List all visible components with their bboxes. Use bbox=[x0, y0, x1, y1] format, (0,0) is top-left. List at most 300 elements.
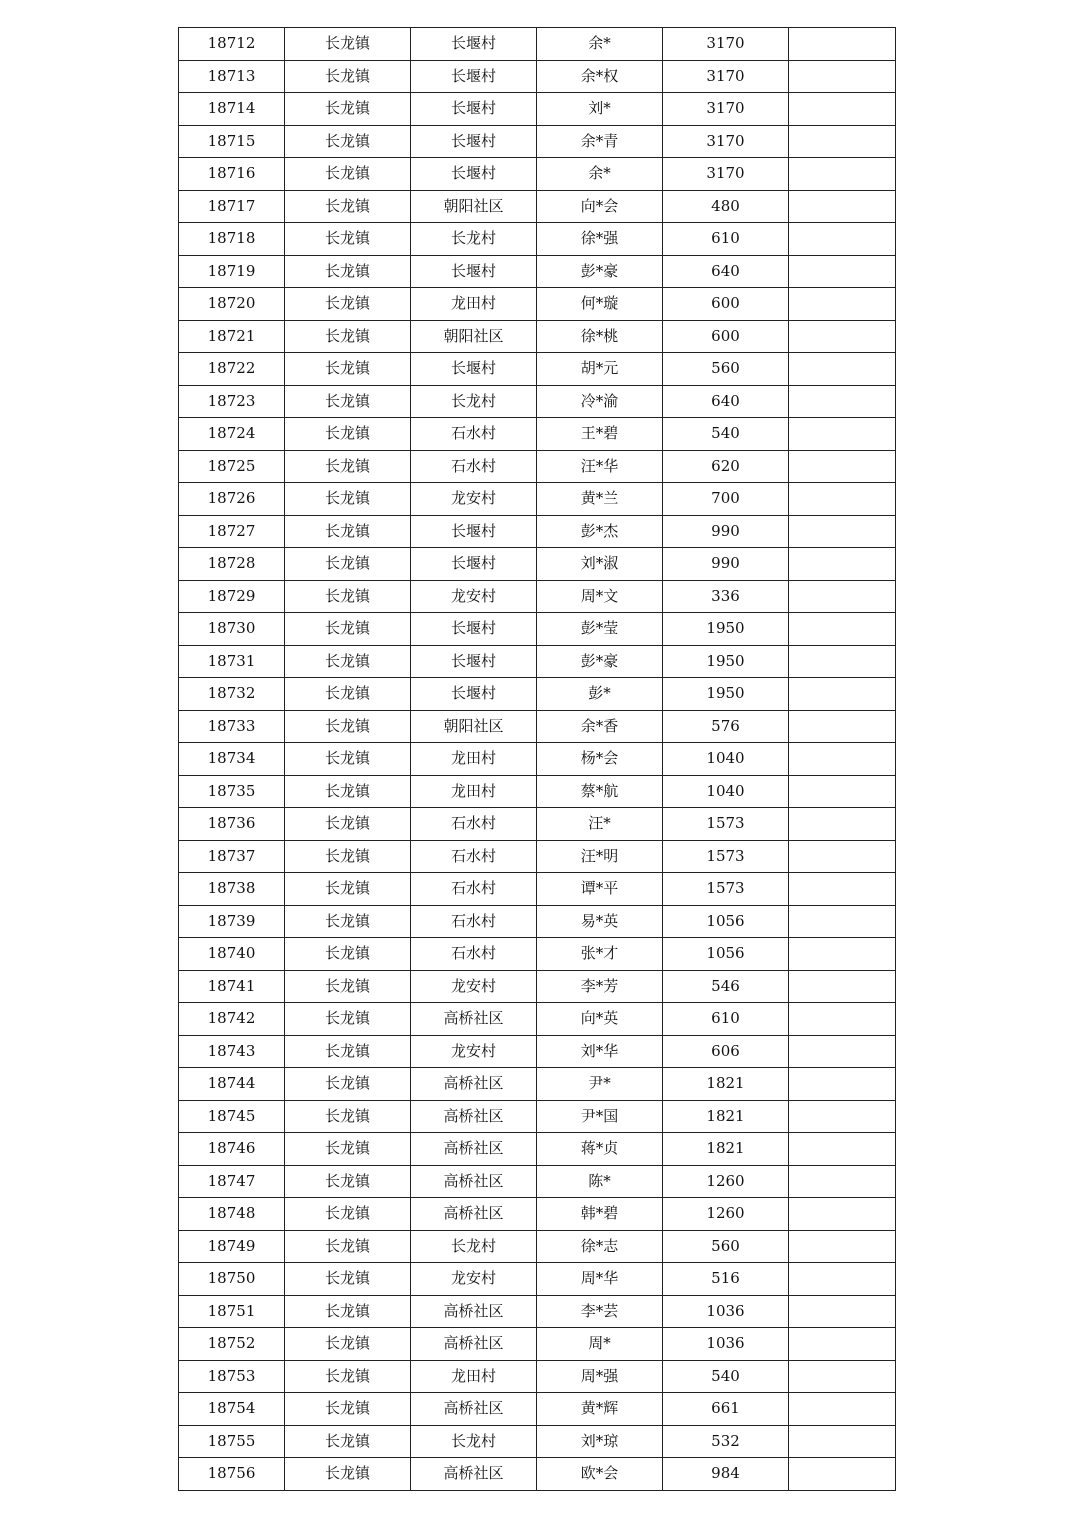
note-cell bbox=[789, 710, 896, 743]
table-row bbox=[179, 808, 896, 841]
village-cell: 高桥社区 bbox=[411, 1100, 537, 1133]
name-cell: 何*璇 bbox=[537, 288, 663, 321]
note-cell bbox=[789, 1198, 896, 1231]
table-row bbox=[179, 645, 896, 678]
town-cell: 长龙镇 bbox=[285, 645, 411, 678]
row-id-cell: 18717 bbox=[179, 190, 285, 223]
note-cell bbox=[789, 483, 896, 516]
village-cell: 高桥社区 bbox=[411, 1295, 537, 1328]
town-cell: 长龙镇 bbox=[285, 255, 411, 288]
table-row bbox=[179, 320, 896, 353]
table-row bbox=[179, 1425, 896, 1458]
village-cell: 高桥社区 bbox=[411, 1328, 537, 1361]
town-cell: 长龙镇 bbox=[285, 1165, 411, 1198]
village-cell: 朝阳社区 bbox=[411, 190, 537, 223]
town-cell: 长龙镇 bbox=[285, 1133, 411, 1166]
row-id-cell: 18723 bbox=[179, 385, 285, 418]
row-id-cell: 18716 bbox=[179, 158, 285, 191]
name-cell: 胡*元 bbox=[537, 353, 663, 386]
name-cell: 徐*强 bbox=[537, 223, 663, 256]
name-cell: 余*青 bbox=[537, 125, 663, 158]
amount-cell: 1036 bbox=[663, 1295, 789, 1328]
village-cell: 石水村 bbox=[411, 450, 537, 483]
town-cell: 长龙镇 bbox=[285, 1295, 411, 1328]
village-cell: 龙安村 bbox=[411, 483, 537, 516]
town-cell: 长龙镇 bbox=[285, 515, 411, 548]
town-cell: 长龙镇 bbox=[285, 450, 411, 483]
town-cell: 长龙镇 bbox=[285, 1100, 411, 1133]
table-row bbox=[179, 1133, 896, 1166]
amount-cell: 540 bbox=[663, 1360, 789, 1393]
name-cell: 尹*国 bbox=[537, 1100, 663, 1133]
village-cell: 石水村 bbox=[411, 938, 537, 971]
village-cell: 龙安村 bbox=[411, 1263, 537, 1296]
name-cell: 彭*豪 bbox=[537, 255, 663, 288]
row-id-cell: 18731 bbox=[179, 645, 285, 678]
town-cell: 长龙镇 bbox=[285, 190, 411, 223]
village-cell: 高桥社区 bbox=[411, 1068, 537, 1101]
table-row bbox=[179, 288, 896, 321]
village-cell: 长龙村 bbox=[411, 1425, 537, 1458]
row-id-cell: 18744 bbox=[179, 1068, 285, 1101]
town-cell: 长龙镇 bbox=[285, 93, 411, 126]
amount-cell: 606 bbox=[663, 1035, 789, 1068]
row-id-cell: 18726 bbox=[179, 483, 285, 516]
town-cell: 长龙镇 bbox=[285, 158, 411, 191]
row-id-cell: 18728 bbox=[179, 548, 285, 581]
table-row bbox=[179, 353, 896, 386]
name-cell: 易*英 bbox=[537, 905, 663, 938]
name-cell: 徐*志 bbox=[537, 1230, 663, 1263]
town-cell: 长龙镇 bbox=[285, 678, 411, 711]
name-cell: 欧*会 bbox=[537, 1458, 663, 1491]
town-cell: 长龙镇 bbox=[285, 808, 411, 841]
village-cell: 长堰村 bbox=[411, 158, 537, 191]
town-cell: 长龙镇 bbox=[285, 1035, 411, 1068]
town-cell: 长龙镇 bbox=[285, 1003, 411, 1036]
amount-cell: 3170 bbox=[663, 125, 789, 158]
amount-cell: 600 bbox=[663, 320, 789, 353]
amount-cell: 990 bbox=[663, 548, 789, 581]
name-cell: 刘*淑 bbox=[537, 548, 663, 581]
row-id-cell: 18750 bbox=[179, 1263, 285, 1296]
town-cell: 长龙镇 bbox=[285, 1198, 411, 1231]
town-cell: 长龙镇 bbox=[285, 483, 411, 516]
table-row bbox=[179, 1328, 896, 1361]
amount-cell: 1056 bbox=[663, 905, 789, 938]
note-cell bbox=[789, 873, 896, 906]
note-cell bbox=[789, 743, 896, 776]
amount-cell: 1573 bbox=[663, 840, 789, 873]
note-cell bbox=[789, 938, 896, 971]
amount-cell: 661 bbox=[663, 1393, 789, 1426]
village-cell: 长龙村 bbox=[411, 385, 537, 418]
name-cell: 周*强 bbox=[537, 1360, 663, 1393]
row-id-cell: 18734 bbox=[179, 743, 285, 776]
amount-cell: 3170 bbox=[663, 60, 789, 93]
amount-cell: 990 bbox=[663, 515, 789, 548]
note-cell bbox=[789, 288, 896, 321]
note-cell bbox=[789, 1035, 896, 1068]
village-cell: 龙安村 bbox=[411, 970, 537, 1003]
row-id-cell: 18729 bbox=[179, 580, 285, 613]
amount-cell: 576 bbox=[663, 710, 789, 743]
village-cell: 石水村 bbox=[411, 418, 537, 451]
village-cell: 朝阳社区 bbox=[411, 320, 537, 353]
row-id-cell: 18748 bbox=[179, 1198, 285, 1231]
village-cell: 龙田村 bbox=[411, 775, 537, 808]
note-cell bbox=[789, 1360, 896, 1393]
amount-cell: 1950 bbox=[663, 613, 789, 646]
town-cell: 长龙镇 bbox=[285, 938, 411, 971]
village-cell: 长堰村 bbox=[411, 645, 537, 678]
table-row bbox=[179, 710, 896, 743]
town-cell: 长龙镇 bbox=[285, 1425, 411, 1458]
row-id-cell: 18742 bbox=[179, 1003, 285, 1036]
row-id-cell: 18738 bbox=[179, 873, 285, 906]
village-cell: 长龙村 bbox=[411, 1230, 537, 1263]
row-id-cell: 18737 bbox=[179, 840, 285, 873]
table-row bbox=[179, 483, 896, 516]
row-id-cell: 18741 bbox=[179, 970, 285, 1003]
note-cell bbox=[789, 125, 896, 158]
table-row bbox=[179, 158, 896, 191]
row-id-cell: 18725 bbox=[179, 450, 285, 483]
note-cell bbox=[789, 1458, 896, 1491]
village-cell: 高桥社区 bbox=[411, 1165, 537, 1198]
amount-cell: 984 bbox=[663, 1458, 789, 1491]
amount-cell: 610 bbox=[663, 223, 789, 256]
table-row bbox=[179, 775, 896, 808]
town-cell: 长龙镇 bbox=[285, 320, 411, 353]
amount-cell: 640 bbox=[663, 385, 789, 418]
note-cell bbox=[789, 190, 896, 223]
town-cell: 长龙镇 bbox=[285, 970, 411, 1003]
note-cell bbox=[789, 1230, 896, 1263]
note-cell bbox=[789, 93, 896, 126]
town-cell: 长龙镇 bbox=[285, 418, 411, 451]
town-cell: 长龙镇 bbox=[285, 580, 411, 613]
village-cell: 龙安村 bbox=[411, 580, 537, 613]
table-row bbox=[179, 613, 896, 646]
name-cell: 汪*明 bbox=[537, 840, 663, 873]
village-cell: 长堰村 bbox=[411, 515, 537, 548]
name-cell: 蒋*贞 bbox=[537, 1133, 663, 1166]
amount-cell: 1950 bbox=[663, 678, 789, 711]
name-cell: 韩*碧 bbox=[537, 1198, 663, 1231]
name-cell: 彭*莹 bbox=[537, 613, 663, 646]
table-body bbox=[179, 28, 896, 1491]
table-row bbox=[179, 905, 896, 938]
table-row bbox=[179, 840, 896, 873]
name-cell: 周*文 bbox=[537, 580, 663, 613]
row-id-cell: 18739 bbox=[179, 905, 285, 938]
village-cell: 朝阳社区 bbox=[411, 710, 537, 743]
note-cell bbox=[789, 678, 896, 711]
note-cell bbox=[789, 548, 896, 581]
amount-cell: 610 bbox=[663, 1003, 789, 1036]
table-row bbox=[179, 970, 896, 1003]
name-cell: 陈* bbox=[537, 1165, 663, 1198]
row-id-cell: 18722 bbox=[179, 353, 285, 386]
name-cell: 刘*华 bbox=[537, 1035, 663, 1068]
table-row bbox=[179, 1068, 896, 1101]
town-cell: 长龙镇 bbox=[285, 1360, 411, 1393]
village-cell: 高桥社区 bbox=[411, 1393, 537, 1426]
table-row bbox=[179, 580, 896, 613]
name-cell: 蔡*航 bbox=[537, 775, 663, 808]
note-cell bbox=[789, 255, 896, 288]
name-cell: 余*香 bbox=[537, 710, 663, 743]
village-cell: 长堰村 bbox=[411, 353, 537, 386]
amount-cell: 1036 bbox=[663, 1328, 789, 1361]
note-cell bbox=[789, 905, 896, 938]
table-row bbox=[179, 1458, 896, 1491]
table-row bbox=[179, 1230, 896, 1263]
note-cell bbox=[789, 1295, 896, 1328]
name-cell: 刘*琼 bbox=[537, 1425, 663, 1458]
name-cell: 张*才 bbox=[537, 938, 663, 971]
town-cell: 长龙镇 bbox=[285, 288, 411, 321]
row-id-cell: 18740 bbox=[179, 938, 285, 971]
table-row bbox=[179, 1360, 896, 1393]
amount-cell: 1573 bbox=[663, 873, 789, 906]
row-id-cell: 18753 bbox=[179, 1360, 285, 1393]
village-cell: 龙安村 bbox=[411, 1035, 537, 1068]
amount-cell: 3170 bbox=[663, 158, 789, 191]
village-cell: 长堰村 bbox=[411, 125, 537, 158]
town-cell: 长龙镇 bbox=[285, 28, 411, 61]
note-cell bbox=[789, 418, 896, 451]
row-id-cell: 18754 bbox=[179, 1393, 285, 1426]
row-id-cell: 18727 bbox=[179, 515, 285, 548]
town-cell: 长龙镇 bbox=[285, 1328, 411, 1361]
name-cell: 彭*杰 bbox=[537, 515, 663, 548]
village-cell: 龙田村 bbox=[411, 288, 537, 321]
table-row bbox=[179, 1295, 896, 1328]
village-cell: 高桥社区 bbox=[411, 1003, 537, 1036]
name-cell: 汪* bbox=[537, 808, 663, 841]
table-row bbox=[179, 190, 896, 223]
town-cell: 长龙镇 bbox=[285, 353, 411, 386]
name-cell: 刘* bbox=[537, 93, 663, 126]
note-cell bbox=[789, 1003, 896, 1036]
amount-cell: 1260 bbox=[663, 1198, 789, 1231]
name-cell: 徐*桃 bbox=[537, 320, 663, 353]
name-cell: 彭*豪 bbox=[537, 645, 663, 678]
row-id-cell: 18730 bbox=[179, 613, 285, 646]
note-cell bbox=[789, 1165, 896, 1198]
town-cell: 长龙镇 bbox=[285, 1458, 411, 1491]
amount-cell: 1573 bbox=[663, 808, 789, 841]
table-row bbox=[179, 678, 896, 711]
village-cell: 高桥社区 bbox=[411, 1458, 537, 1491]
table-row bbox=[179, 515, 896, 548]
row-id-cell: 18732 bbox=[179, 678, 285, 711]
note-cell bbox=[789, 385, 896, 418]
note-cell bbox=[789, 580, 896, 613]
row-id-cell: 18714 bbox=[179, 93, 285, 126]
amount-cell: 3170 bbox=[663, 93, 789, 126]
table-row bbox=[179, 743, 896, 776]
table-row bbox=[179, 1003, 896, 1036]
note-cell bbox=[789, 353, 896, 386]
amount-cell: 600 bbox=[663, 288, 789, 321]
village-cell: 长堰村 bbox=[411, 678, 537, 711]
town-cell: 长龙镇 bbox=[285, 775, 411, 808]
note-cell bbox=[789, 1068, 896, 1101]
village-cell: 长堰村 bbox=[411, 60, 537, 93]
note-cell bbox=[789, 450, 896, 483]
name-cell: 汪*华 bbox=[537, 450, 663, 483]
table-row bbox=[179, 1393, 896, 1426]
amount-cell: 700 bbox=[663, 483, 789, 516]
name-cell: 尹* bbox=[537, 1068, 663, 1101]
village-cell: 长龙村 bbox=[411, 223, 537, 256]
name-cell: 冷*渝 bbox=[537, 385, 663, 418]
row-id-cell: 18756 bbox=[179, 1458, 285, 1491]
name-cell: 王*碧 bbox=[537, 418, 663, 451]
amount-cell: 540 bbox=[663, 418, 789, 451]
amount-cell: 1821 bbox=[663, 1068, 789, 1101]
village-cell: 高桥社区 bbox=[411, 1198, 537, 1231]
note-cell bbox=[789, 1328, 896, 1361]
note-cell bbox=[789, 1393, 896, 1426]
row-id-cell: 18749 bbox=[179, 1230, 285, 1263]
row-id-cell: 18720 bbox=[179, 288, 285, 321]
row-id-cell: 18735 bbox=[179, 775, 285, 808]
amount-cell: 480 bbox=[663, 190, 789, 223]
village-cell: 石水村 bbox=[411, 840, 537, 873]
amount-cell: 546 bbox=[663, 970, 789, 1003]
row-id-cell: 18718 bbox=[179, 223, 285, 256]
table-row bbox=[179, 385, 896, 418]
table-row bbox=[179, 93, 896, 126]
table-row bbox=[179, 60, 896, 93]
subsidy-table bbox=[178, 27, 896, 1491]
village-cell: 龙田村 bbox=[411, 743, 537, 776]
table-row bbox=[179, 125, 896, 158]
name-cell: 向*会 bbox=[537, 190, 663, 223]
table-row bbox=[179, 223, 896, 256]
name-cell: 李*芸 bbox=[537, 1295, 663, 1328]
town-cell: 长龙镇 bbox=[285, 840, 411, 873]
amount-cell: 3170 bbox=[663, 28, 789, 61]
town-cell: 长龙镇 bbox=[285, 743, 411, 776]
row-id-cell: 18745 bbox=[179, 1100, 285, 1133]
village-cell: 长堰村 bbox=[411, 28, 537, 61]
note-cell bbox=[789, 808, 896, 841]
note-cell bbox=[789, 28, 896, 61]
row-id-cell: 18721 bbox=[179, 320, 285, 353]
note-cell bbox=[789, 645, 896, 678]
note-cell bbox=[789, 223, 896, 256]
note-cell bbox=[789, 970, 896, 1003]
name-cell: 黄*兰 bbox=[537, 483, 663, 516]
town-cell: 长龙镇 bbox=[285, 710, 411, 743]
note-cell bbox=[789, 1425, 896, 1458]
row-id-cell: 18719 bbox=[179, 255, 285, 288]
table-row bbox=[179, 450, 896, 483]
village-cell: 龙田村 bbox=[411, 1360, 537, 1393]
town-cell: 长龙镇 bbox=[285, 1393, 411, 1426]
amount-cell: 1950 bbox=[663, 645, 789, 678]
name-cell: 彭* bbox=[537, 678, 663, 711]
amount-cell: 1040 bbox=[663, 743, 789, 776]
village-cell: 长堰村 bbox=[411, 93, 537, 126]
row-id-cell: 18724 bbox=[179, 418, 285, 451]
village-cell: 石水村 bbox=[411, 873, 537, 906]
amount-cell: 532 bbox=[663, 1425, 789, 1458]
table-row bbox=[179, 1100, 896, 1133]
row-id-cell: 18736 bbox=[179, 808, 285, 841]
name-cell: 周* bbox=[537, 1328, 663, 1361]
note-cell bbox=[789, 1263, 896, 1296]
note-cell bbox=[789, 60, 896, 93]
row-id-cell: 18747 bbox=[179, 1165, 285, 1198]
amount-cell: 1040 bbox=[663, 775, 789, 808]
town-cell: 长龙镇 bbox=[285, 548, 411, 581]
table-row bbox=[179, 873, 896, 906]
name-cell: 谭*平 bbox=[537, 873, 663, 906]
row-id-cell: 18752 bbox=[179, 1328, 285, 1361]
note-cell bbox=[789, 515, 896, 548]
village-cell: 高桥社区 bbox=[411, 1133, 537, 1166]
table-row bbox=[179, 548, 896, 581]
town-cell: 长龙镇 bbox=[285, 60, 411, 93]
note-cell bbox=[789, 613, 896, 646]
note-cell bbox=[789, 840, 896, 873]
amount-cell: 1821 bbox=[663, 1133, 789, 1166]
note-cell bbox=[789, 158, 896, 191]
amount-cell: 1260 bbox=[663, 1165, 789, 1198]
table-row bbox=[179, 1263, 896, 1296]
name-cell: 李*芳 bbox=[537, 970, 663, 1003]
name-cell: 黄*辉 bbox=[537, 1393, 663, 1426]
name-cell: 余*权 bbox=[537, 60, 663, 93]
town-cell: 长龙镇 bbox=[285, 1263, 411, 1296]
amount-cell: 1056 bbox=[663, 938, 789, 971]
amount-cell: 336 bbox=[663, 580, 789, 613]
amount-cell: 560 bbox=[663, 1230, 789, 1263]
town-cell: 长龙镇 bbox=[285, 873, 411, 906]
name-cell: 向*英 bbox=[537, 1003, 663, 1036]
table-row bbox=[179, 1035, 896, 1068]
town-cell: 长龙镇 bbox=[285, 613, 411, 646]
village-cell: 长堰村 bbox=[411, 548, 537, 581]
table-row bbox=[179, 938, 896, 971]
row-id-cell: 18712 bbox=[179, 28, 285, 61]
village-cell: 石水村 bbox=[411, 808, 537, 841]
town-cell: 长龙镇 bbox=[285, 1230, 411, 1263]
name-cell: 杨*会 bbox=[537, 743, 663, 776]
row-id-cell: 18746 bbox=[179, 1133, 285, 1166]
row-id-cell: 18713 bbox=[179, 60, 285, 93]
amount-cell: 516 bbox=[663, 1263, 789, 1296]
table-row bbox=[179, 1165, 896, 1198]
name-cell: 余* bbox=[537, 158, 663, 191]
amount-cell: 620 bbox=[663, 450, 789, 483]
note-cell bbox=[789, 1100, 896, 1133]
row-id-cell: 18715 bbox=[179, 125, 285, 158]
town-cell: 长龙镇 bbox=[285, 905, 411, 938]
amount-cell: 640 bbox=[663, 255, 789, 288]
table-row bbox=[179, 418, 896, 451]
village-cell: 长堰村 bbox=[411, 613, 537, 646]
row-id-cell: 18743 bbox=[179, 1035, 285, 1068]
town-cell: 长龙镇 bbox=[285, 125, 411, 158]
amount-cell: 560 bbox=[663, 353, 789, 386]
